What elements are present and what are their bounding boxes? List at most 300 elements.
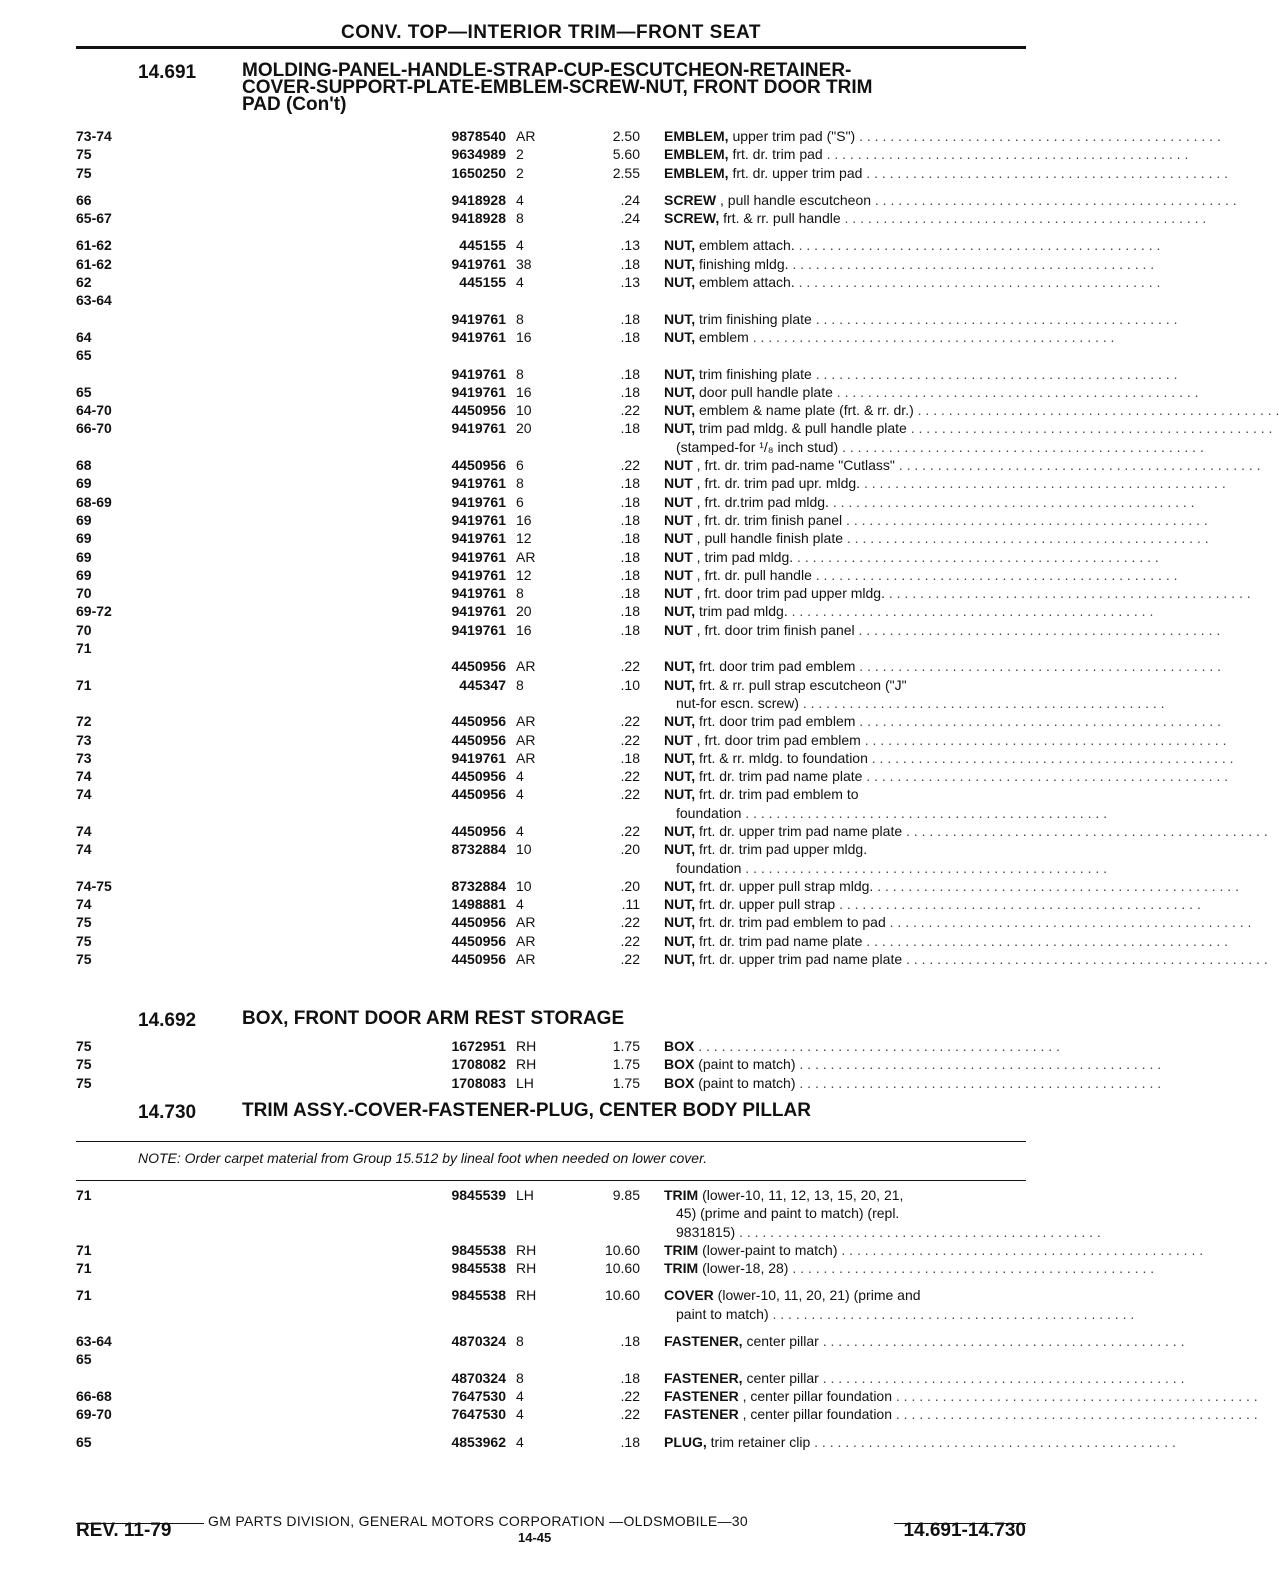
price: 1.75 bbox=[612, 1056, 640, 1073]
description-keyword: NUT, bbox=[664, 896, 696, 913]
section-title-line: PAD (Con't) bbox=[242, 94, 347, 115]
description bbox=[664, 896, 1201, 913]
part-number: 9419761 bbox=[412, 420, 506, 436]
description-keyword: NUT, bbox=[664, 841, 696, 858]
year-range: 75 bbox=[76, 1074, 92, 1091]
description-keyword: PLUG, bbox=[664, 1433, 707, 1450]
table-row bbox=[76, 840, 1028, 858]
quantity: RH bbox=[516, 1056, 537, 1073]
part-number: 7647530 bbox=[412, 1406, 506, 1422]
price: .11 bbox=[621, 896, 640, 913]
description bbox=[664, 548, 1159, 565]
quantity: RH bbox=[516, 1260, 537, 1277]
description-text: , pull handle finish plate bbox=[692, 530, 843, 547]
description-continuation: paint to match) bbox=[676, 1305, 769, 1322]
parts-table-14692 bbox=[76, 1037, 1162, 1092]
description-text: door pull handle plate bbox=[695, 383, 833, 400]
price: .18 bbox=[620, 328, 640, 345]
table-row bbox=[76, 639, 1028, 657]
table-row bbox=[76, 255, 1155, 273]
description bbox=[664, 1241, 1204, 1258]
price: 5.60 bbox=[612, 146, 640, 163]
leader-dots: . . . . . . . . . . . . . . . . . . . . . . . . . . . . . . . . . . . . . . . . . . . . . . . bbox=[835, 896, 1201, 913]
quantity: 6 bbox=[516, 457, 524, 474]
price: .18 bbox=[620, 603, 640, 620]
description bbox=[664, 146, 1189, 163]
description-keyword: SCREW, bbox=[664, 210, 720, 227]
leader-dots: . . . . . . . . . . . . . . . . . . . . . . . . . . . . . . . . . . . . . . . . . . . . . . . bbox=[855, 128, 1221, 144]
quantity: 38 bbox=[516, 255, 532, 272]
quantity: 4 bbox=[516, 1433, 524, 1450]
part-number: 9845538 bbox=[412, 1287, 506, 1303]
price: .22 bbox=[620, 402, 640, 419]
description bbox=[664, 713, 1222, 730]
description-text: (lower-10, 11, 20, 21) (prime and bbox=[713, 1287, 921, 1304]
quantity: 4 bbox=[516, 191, 524, 208]
year-range: 62 bbox=[76, 274, 92, 291]
year-range: 71 bbox=[76, 1187, 92, 1203]
description-text: , frt. dr. pull handle bbox=[692, 566, 812, 583]
table-row bbox=[76, 164, 1229, 182]
year-range: 75 bbox=[76, 1056, 92, 1073]
price: .22 bbox=[620, 1406, 640, 1423]
leader-dots: . . . . . . . . . . . . . . . . . . . . . . . . . . . . . . . . . . . . . . . . . . . . . . . bbox=[892, 1406, 1258, 1423]
description-keyword: FASTENER, bbox=[664, 1369, 743, 1386]
part-number: 4450956 bbox=[412, 457, 506, 473]
year-range: 74 bbox=[76, 768, 92, 785]
description-continuation: (stamped-for ¹/₈ inch stud) bbox=[676, 438, 839, 455]
part-number: 9634989 bbox=[412, 146, 506, 162]
price: .10 bbox=[620, 676, 640, 693]
year-range: 69 bbox=[76, 475, 92, 492]
year-range: 75 bbox=[76, 914, 92, 931]
description bbox=[664, 1223, 1101, 1240]
table-row bbox=[76, 859, 1108, 877]
description bbox=[664, 1260, 1155, 1277]
table-row bbox=[76, 877, 1239, 895]
leader-dots: . . . . . . . . . . . . . . . . . . . . . . . . . . . . . . . . . . . . . . . . . . . . . . . bbox=[894, 457, 1261, 474]
year-range: 65 bbox=[76, 347, 92, 364]
row-gap bbox=[76, 227, 1028, 236]
description bbox=[664, 1038, 1060, 1054]
description-text: (lower-10, 11, 12, 13, 15, 20, 21, bbox=[698, 1187, 904, 1203]
year-range: 74-75 bbox=[76, 877, 112, 894]
table-row bbox=[76, 932, 1229, 950]
price: .13 bbox=[620, 274, 640, 291]
year-range: 72 bbox=[76, 713, 92, 730]
description-keyword: NUT, bbox=[664, 658, 696, 675]
parts-table-14691 bbox=[76, 127, 1279, 968]
quantity: 20 bbox=[516, 420, 532, 437]
description bbox=[664, 1406, 1258, 1423]
part-number: 4870324 bbox=[412, 1333, 506, 1349]
quantity: AR bbox=[516, 749, 536, 766]
description bbox=[664, 932, 1229, 949]
description-keyword: BOX bbox=[664, 1056, 695, 1073]
table-row bbox=[76, 419, 1273, 437]
description-keyword: EMBLEM, bbox=[664, 164, 729, 181]
leader-dots: . . . . . . . . . . . . . . . . . . . . . . . . . . . . . . . . . . . . . . . . . . . . . . . bbox=[694, 1038, 1060, 1054]
price: .18 bbox=[620, 511, 640, 528]
description-text: , center pillar foundation bbox=[738, 1387, 893, 1404]
quantity: AR bbox=[516, 951, 536, 968]
quantity: RH bbox=[516, 1241, 537, 1258]
description-keyword: NUT bbox=[664, 457, 693, 474]
quantity: 16 bbox=[516, 511, 532, 528]
section-title-line: COVER-SUPPORT-PLATE-EMBLEM-SCREW-NUT, FRONT DOOR TRIM bbox=[242, 77, 873, 98]
table-row bbox=[76, 895, 1201, 913]
price: .18 bbox=[620, 530, 640, 547]
price: .20 bbox=[620, 877, 640, 894]
description-text: (lower-paint to match) bbox=[698, 1241, 838, 1258]
description-keyword: NUT bbox=[664, 530, 693, 547]
year-range: 75 bbox=[76, 146, 92, 163]
part-number: 4450956 bbox=[412, 402, 506, 418]
description-continuation: foundation bbox=[676, 859, 742, 876]
description-text: , frt. dr. trim pad-name "Cutlass" bbox=[692, 457, 895, 474]
table-row bbox=[76, 913, 1252, 931]
description-keyword: BOX bbox=[664, 1074, 695, 1091]
price: .18 bbox=[620, 493, 640, 510]
leader-dots: . . . . . . . . . . . . . . . . . . . . . . . . . . . . . . . . . . . . . . . . . . . . . . . bbox=[885, 914, 1252, 931]
leader-dots: . . . . . . . . . . . . . . . . . . . . . . . . . . . . . . . . . . . . . . . . . . . . . . . bbox=[884, 585, 1251, 602]
description bbox=[664, 585, 1251, 602]
part-number: 445155 bbox=[412, 237, 506, 253]
part-number: 9419761 bbox=[412, 622, 506, 638]
price: 10.60 bbox=[604, 1260, 640, 1277]
description-keyword: NUT bbox=[664, 511, 693, 528]
quantity: 8 bbox=[516, 310, 524, 327]
year-range: 66-68 bbox=[76, 1387, 112, 1404]
year-range: 61-62 bbox=[76, 237, 112, 254]
quantity: RH bbox=[516, 1287, 537, 1304]
part-number: 9419761 bbox=[412, 567, 506, 583]
description-keyword: NUT, bbox=[664, 420, 696, 437]
year-range: 65-67 bbox=[76, 210, 112, 227]
part-number: 9845538 bbox=[412, 1260, 506, 1276]
year-range: 70 bbox=[76, 585, 92, 602]
leader-dots: . . . . . . . . . . . . . . . . . . . . . . . . . . . . . . . . . . . . . . . . . . . . . . . bbox=[788, 255, 1155, 272]
year-range: 68-69 bbox=[76, 493, 112, 510]
quantity: 4 bbox=[516, 768, 524, 785]
description-text: trim pad mldg. & pull handle plate bbox=[695, 420, 907, 437]
quantity: 8 bbox=[516, 585, 524, 602]
description-keyword: TRIM bbox=[664, 1187, 699, 1203]
table-row bbox=[76, 602, 1154, 620]
description bbox=[664, 530, 1209, 547]
table-row bbox=[76, 209, 1207, 227]
description bbox=[664, 859, 1108, 876]
year-range: 69 bbox=[76, 566, 92, 583]
description-continuation: 9831815) bbox=[676, 1223, 736, 1240]
description-keyword: NUT bbox=[664, 731, 693, 748]
leader-dots: . . . . . . . . . . . . . . . . . . . . . . . . . . . . . . . . . . . . . . . . . . . . . . . bbox=[811, 365, 1178, 382]
description bbox=[664, 365, 1178, 382]
part-number: 4870324 bbox=[412, 1370, 506, 1386]
part-number: 4450956 bbox=[412, 951, 506, 967]
leader-dots: . . . . . . . . . . . . . . . . . . . . . . . . . . . . . . . . . . . . . . . . . . . . . . . bbox=[811, 310, 1178, 327]
parts-table-14730 bbox=[76, 1186, 1258, 1451]
leader-dots: . . . . . . . . . . . . . . . . . . . . . . . . . . . . . . . . . . . . . . . . . . . . . . . bbox=[855, 713, 1222, 730]
leader-dots: . . . . . . . . . . . . . . . . . . . . . . . . . . . . . . . . . . . . . . . . . . . . . . . bbox=[794, 237, 1161, 254]
description-keyword: NUT, bbox=[664, 877, 696, 894]
price: .18 bbox=[620, 365, 640, 382]
leader-dots: . . . . . . . . . . . . . . . . . . . . . . . . . . . . . . . . . . . . . . . . . . . . . . . bbox=[862, 768, 1229, 785]
description-text: emblem attach. bbox=[695, 237, 795, 254]
year-range: 65 bbox=[76, 1433, 92, 1450]
table-row bbox=[76, 191, 1237, 209]
leader-dots: . . . . . . . . . . . . . . . . . . . . . . . . . . . . . . . . . . . . . . . . . . . . . . . bbox=[867, 749, 1234, 766]
quantity: 8 bbox=[516, 1333, 524, 1350]
price: 9.85 bbox=[612, 1187, 640, 1203]
year-range: 66-70 bbox=[76, 420, 112, 437]
description bbox=[664, 1305, 1135, 1322]
description-text: frt. dr. upper trim pad bbox=[728, 164, 863, 181]
description bbox=[664, 1205, 1028, 1221]
table-row bbox=[76, 785, 1028, 803]
table-row bbox=[76, 731, 1227, 749]
quantity: 8 bbox=[516, 1369, 524, 1386]
leader-dots: . . . . . . . . . . . . . . . . . . . . . . . . . . . . . . . . . . . . . . . . . . . . . . . bbox=[854, 621, 1221, 638]
revision-label: REV. 11-79 bbox=[76, 1520, 172, 1541]
description-text: (paint to match) bbox=[694, 1074, 796, 1091]
table-row bbox=[76, 1332, 1185, 1350]
description-keyword: NUT, bbox=[664, 274, 696, 291]
year-range: 75 bbox=[76, 951, 92, 968]
description bbox=[664, 658, 1222, 675]
quantity: 16 bbox=[516, 383, 532, 400]
description-text: emblem & name plate (frt. & rr. dr.) bbox=[695, 402, 914, 419]
year-range: 70 bbox=[76, 621, 92, 638]
part-number: 9419761 bbox=[412, 366, 506, 382]
year-range: 69-70 bbox=[76, 1406, 112, 1423]
year-range: 69 bbox=[76, 511, 92, 528]
leader-dots: . . . . . . . . . . . . . . . . . . . . . . . . . . . . . . . . . . . . . . . . . . . . . . . bbox=[862, 932, 1229, 949]
description-text: trim finishing plate bbox=[695, 310, 812, 327]
price: .22 bbox=[620, 457, 640, 474]
leader-dots: . . . . . . . . . . . . . . . . . . . . . . . . . . . . . . . . . . . . . . . . . . . . . . . bbox=[860, 731, 1227, 748]
table-row bbox=[76, 1055, 1162, 1073]
table-row bbox=[76, 767, 1229, 785]
description-keyword: NUT, bbox=[664, 255, 696, 272]
part-number: 445155 bbox=[412, 274, 506, 290]
leader-dots: . . . . . . . . . . . . . . . . . . . . . . . . . . . . . . . . . . . . . . . . . . . . . . . bbox=[873, 877, 1239, 894]
leader-dots: . . . . . . . . . . . . . . . . . . . . . . . . . . . . . . . . . . . . . . . . . . . . . . . bbox=[748, 328, 1115, 345]
table-row bbox=[76, 621, 1221, 639]
part-number: 9419761 bbox=[412, 329, 506, 345]
description bbox=[664, 475, 1226, 492]
description bbox=[664, 914, 1252, 931]
description-keyword: NUT bbox=[664, 621, 693, 638]
description bbox=[664, 237, 1161, 254]
description-continuation: 45) (prime and paint to match) (repl. bbox=[676, 1205, 900, 1222]
year-range: 75 bbox=[76, 1038, 92, 1054]
leader-dots: . . . . . . . . . . . . . . . . . . . . . . . . . . . . . . . . . . . . . . . . . . . . . . . bbox=[818, 1333, 1185, 1350]
part-number: 9419761 bbox=[412, 750, 506, 766]
table-row bbox=[76, 1433, 1176, 1451]
part-number: 9419761 bbox=[412, 475, 506, 491]
description-text: frt. dr. upper trim pad name plate bbox=[695, 951, 903, 968]
table-row bbox=[76, 1305, 1135, 1323]
price: .18 bbox=[620, 749, 640, 766]
part-number: 9419761 bbox=[412, 512, 506, 528]
section-title-line: MOLDING-PANEL-HANDLE-STRAP-CUP-ESCUTCHEON-RETAINER- bbox=[242, 60, 852, 81]
table-row bbox=[76, 1259, 1155, 1277]
table-row bbox=[76, 1074, 1162, 1092]
price: .24 bbox=[620, 191, 640, 208]
year-range: 73-74 bbox=[76, 128, 112, 144]
table-row bbox=[76, 1241, 1204, 1259]
description-keyword: NUT, bbox=[664, 328, 696, 345]
description bbox=[664, 841, 1028, 857]
leader-dots: . . . . . . . . . . . . . . . . . . . . . . . . . . . . . . . . . . . . . . . . . . . . . . . bbox=[810, 1433, 1176, 1450]
part-number: 8732884 bbox=[412, 878, 506, 894]
year-range: 71 bbox=[76, 676, 92, 693]
price: .18 bbox=[620, 383, 640, 400]
description bbox=[664, 1433, 1176, 1450]
year-range: 74 bbox=[76, 896, 92, 913]
table-row bbox=[76, 145, 1189, 163]
quantity: 10 bbox=[516, 841, 532, 858]
description bbox=[664, 1387, 1258, 1404]
quantity: 4 bbox=[516, 274, 524, 291]
price: .20 bbox=[620, 841, 640, 858]
price: .13 bbox=[620, 237, 640, 254]
description-keyword: NUT, bbox=[664, 310, 696, 327]
price: .18 bbox=[620, 420, 640, 437]
table-row bbox=[76, 529, 1209, 547]
quantity: 4 bbox=[516, 1406, 524, 1423]
description-text: trim pad mldg. bbox=[695, 603, 788, 620]
description bbox=[664, 951, 1268, 968]
description bbox=[664, 438, 1204, 455]
description-text: frt. dr. trim pad upper mldg. bbox=[695, 841, 868, 858]
year-range: 71 bbox=[76, 1287, 92, 1304]
description-keyword: NUT, bbox=[664, 768, 696, 785]
quantity: AR bbox=[516, 128, 536, 144]
description-text: , center pillar foundation bbox=[738, 1406, 893, 1423]
header-rule bbox=[76, 46, 1026, 49]
description-continuation: nut-for escn. screw) bbox=[676, 694, 799, 711]
part-number: 4450956 bbox=[412, 914, 506, 930]
description-text: frt. dr. upper pull strap bbox=[695, 896, 836, 913]
description bbox=[664, 677, 1028, 693]
table-row bbox=[76, 474, 1226, 492]
description-text: frt. dr. trim pad emblem to bbox=[695, 786, 859, 803]
description-keyword: NUT, bbox=[664, 365, 696, 382]
year-range: 74 bbox=[76, 841, 92, 858]
year-range: 73 bbox=[76, 749, 92, 766]
leader-dots: . . . . . . . . . . . . . . . . . . . . . . . . . . . . . . . . . . . . . . . . . . . . . . . bbox=[871, 191, 1237, 208]
year-range: 74 bbox=[76, 786, 92, 803]
table-row bbox=[76, 328, 1115, 346]
leader-dots: . . . . . . . . . . . . . . . . . . . . . . . . . . . . . . . . . . . . . . . . . . . . . . . bbox=[842, 511, 1208, 528]
table-row bbox=[76, 584, 1251, 602]
description-text: , frt. dr. trim finish panel bbox=[692, 511, 843, 528]
price: .18 bbox=[620, 585, 640, 602]
note-rule-top bbox=[76, 1141, 1026, 1142]
price: .18 bbox=[620, 566, 640, 583]
quantity: 12 bbox=[516, 530, 532, 547]
description bbox=[664, 457, 1261, 474]
part-number: 1650250 bbox=[412, 165, 506, 181]
note-text: NOTE: Order carpet material from Group 15.512 by lineal foot when needed on lower cover. bbox=[138, 1150, 708, 1166]
table-row bbox=[76, 291, 1028, 309]
description-continuation: foundation bbox=[676, 804, 742, 821]
part-number: 4450956 bbox=[412, 933, 506, 949]
section-number: 14.692 bbox=[138, 1010, 197, 1031]
leader-dots: . . . . . . . . . . . . . . . . . . . . . . . . . . . . . . . . . . . . . . . . . . . . . . . bbox=[741, 804, 1108, 821]
description-text: finishing mldg. bbox=[695, 255, 789, 272]
description bbox=[664, 749, 1234, 766]
table-row bbox=[76, 566, 1178, 584]
table-row bbox=[76, 273, 1161, 291]
table-row bbox=[76, 383, 1199, 401]
part-number: 9419761 bbox=[412, 585, 506, 601]
part-number: 1708082 bbox=[412, 1056, 506, 1072]
description-keyword: SCREW bbox=[664, 191, 717, 208]
description-keyword: FASTENER, bbox=[664, 1333, 743, 1350]
leader-dots: . . . . . . . . . . . . . . . . . . . . . . . . . . . . . . . . . . . . . . . . . . . . . . . bbox=[741, 859, 1108, 876]
section-title bbox=[242, 62, 1022, 113]
description-text: frt. dr. trim pad name plate bbox=[695, 768, 863, 785]
section-title: BOX, FRONT DOOR ARM REST STORAGE bbox=[242, 1008, 625, 1029]
description-text: emblem bbox=[695, 328, 749, 345]
description-keyword: NUT, bbox=[664, 822, 696, 839]
table-row bbox=[76, 548, 1159, 566]
quantity: AR bbox=[516, 932, 536, 949]
footer-division-text: GM PARTS DIVISION, GENERAL MOTORS CORPORATION —OLDSMOBILE—30 bbox=[208, 1513, 748, 1529]
table-row bbox=[76, 365, 1178, 383]
part-number: 9419761 bbox=[412, 549, 506, 565]
year-range: 71 bbox=[76, 1241, 92, 1258]
quantity: LH bbox=[516, 1074, 534, 1091]
part-number: 9418928 bbox=[412, 210, 506, 226]
page-header: CONV. TOP—INTERIOR TRIM—FRONT SEAT bbox=[341, 22, 761, 43]
description bbox=[664, 191, 1237, 208]
price: .18 bbox=[620, 255, 640, 272]
description-text: , trim pad mldg. bbox=[692, 548, 794, 565]
description-text: frt. & rr. pull strap escutcheon ("J" bbox=[695, 676, 907, 693]
row-gap bbox=[76, 1323, 1028, 1332]
description bbox=[664, 420, 1273, 437]
price: .18 bbox=[620, 1433, 640, 1450]
quantity: 4 bbox=[516, 822, 524, 839]
description-keyword: NUT, bbox=[664, 402, 696, 419]
description bbox=[664, 402, 1279, 419]
year-range: 64 bbox=[76, 328, 92, 345]
description-keyword: NUT, bbox=[664, 383, 696, 400]
price: .22 bbox=[620, 1387, 640, 1404]
part-number: 9419761 bbox=[412, 256, 506, 272]
description-keyword: NUT bbox=[664, 548, 693, 565]
description-keyword: NUT, bbox=[664, 786, 696, 803]
description-keyword: COVER bbox=[664, 1287, 714, 1304]
description-keyword: TRIM bbox=[664, 1241, 699, 1258]
description-keyword: NUT, bbox=[664, 951, 696, 968]
leader-dots: . . . . . . . . . . . . . . . . . . . . . . . . . . . . . . . . . . . . . . . . . . . . . . . bbox=[902, 951, 1268, 968]
quantity: 20 bbox=[516, 603, 532, 620]
quantity: 8 bbox=[516, 210, 524, 227]
section-header-14730 bbox=[138, 1102, 1018, 1124]
table-row bbox=[76, 712, 1222, 730]
price: 1.75 bbox=[612, 1038, 640, 1054]
leader-dots: . . . . . . . . . . . . . . . . . . . . . . . . . . . . . . . . . . . . . . . . . . . . . . . bbox=[892, 1387, 1258, 1404]
part-number: 9845539 bbox=[412, 1187, 506, 1203]
quantity: 8 bbox=[516, 475, 524, 492]
price: .22 bbox=[620, 658, 640, 675]
description bbox=[664, 210, 1207, 227]
